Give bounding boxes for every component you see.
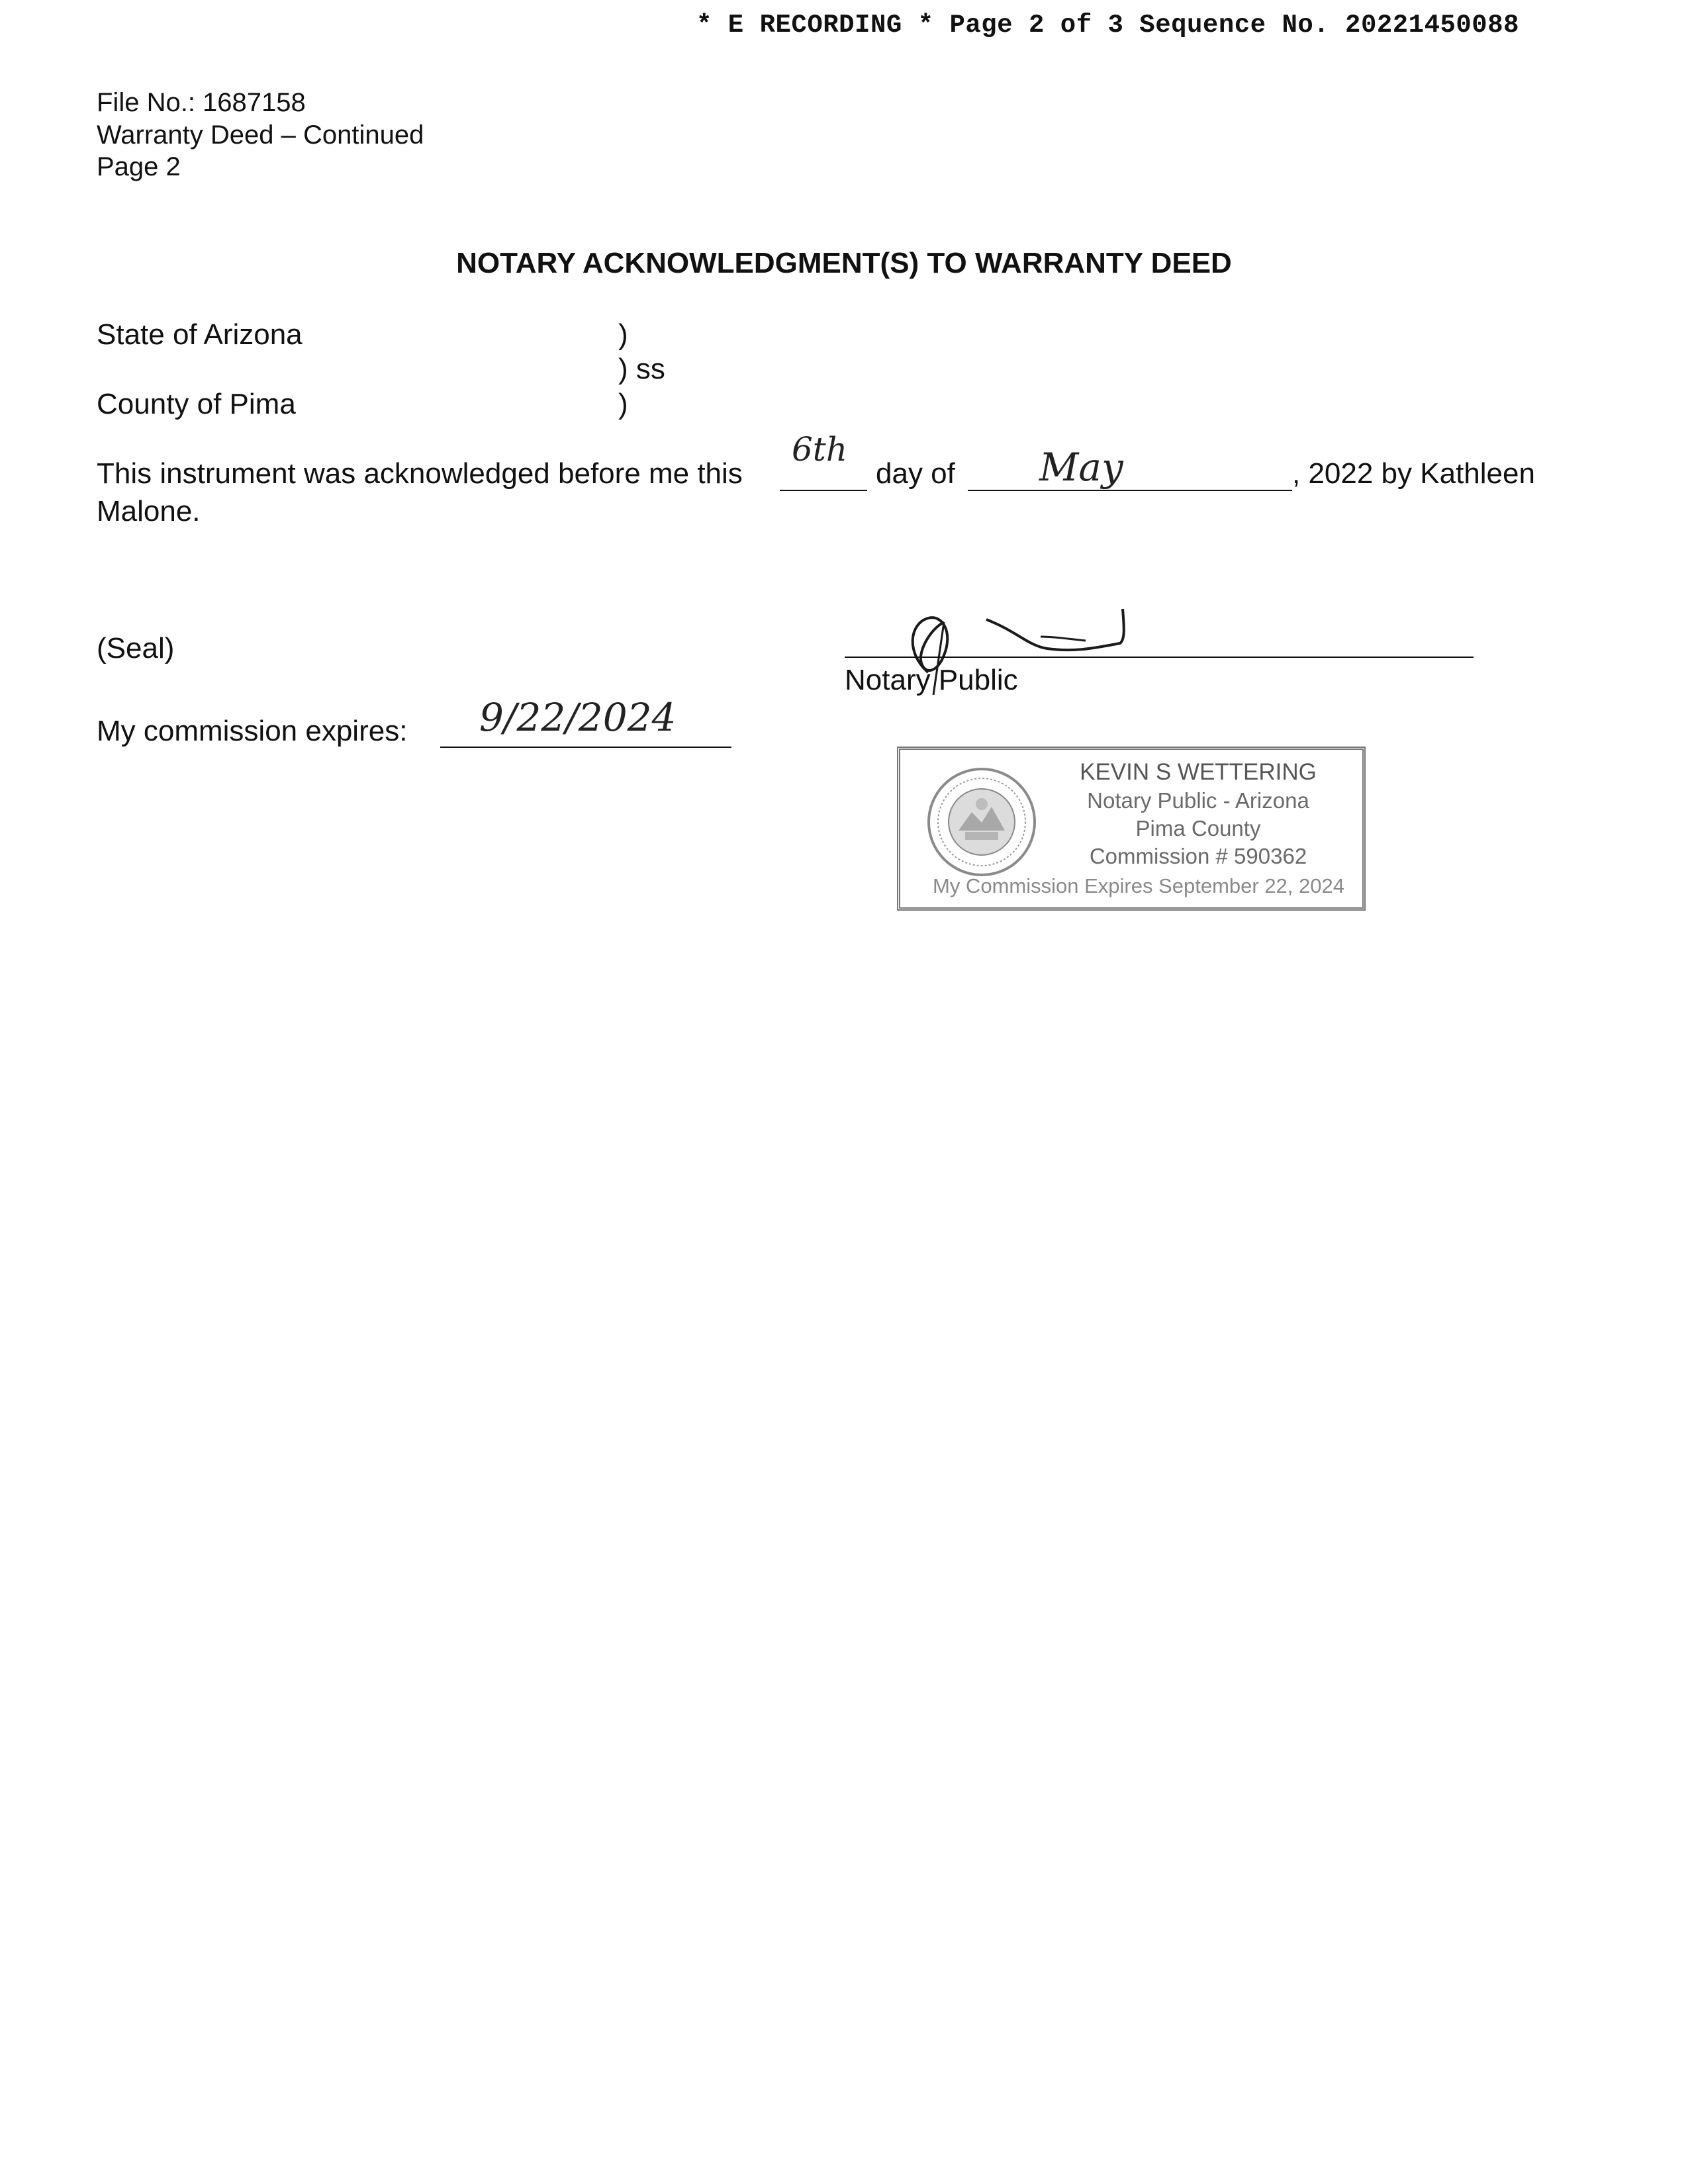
venue-ss: ) ss: [618, 353, 665, 385]
page-label: Page 2: [97, 152, 181, 181]
notary-public-label: Notary Public: [845, 664, 1018, 696]
acknowledgment-suffix: , 2022 by Kathleen: [1292, 457, 1535, 490]
arizona-state-seal-icon: [925, 766, 1038, 878]
handwritten-day: 6th: [792, 430, 848, 469]
day-blank-line: [780, 490, 867, 491]
document-title: NOTARY ACKNOWLEDGMENT(S) TO WARRANTY DEED: [456, 247, 1232, 279]
venue-paren-1: ): [618, 318, 628, 351]
stamp-notary-title: Notary Public - Arizona: [1087, 788, 1309, 813]
stamp-commission-expiry: My Commission Expires September 22, 2024: [933, 874, 1344, 897]
acknowledgment-name-line2: Malone.: [97, 495, 201, 527]
venue-state: State of Arizona: [97, 318, 303, 351]
deed-continued-label: Warranty Deed – Continued: [97, 120, 424, 150]
month-blank-line: [968, 490, 1292, 491]
seal-label: (Seal): [97, 632, 175, 664]
stamp-notary-name: KEVIN S WETTERING: [1080, 759, 1317, 785]
acknowledgment-prefix: This instrument was acknowledged before me this: [97, 457, 743, 490]
stamp-county: Pima County: [1135, 816, 1261, 841]
notary-signature-line: [845, 657, 1474, 658]
handwritten-month: May: [1039, 445, 1123, 490]
stamp-commission-number: Commission # 590362: [1089, 844, 1307, 868]
commission-expires-label: My commission expires:: [97, 715, 408, 747]
recording-header: * E RECORDING * Page 2 of 3 Sequence No. 20221450088: [696, 11, 1519, 40]
file-number: File No.: 1687158: [97, 88, 306, 117]
commission-date-line: [440, 747, 731, 748]
notary-stamp: [897, 747, 1366, 911]
acknowledgment-day-of: day of: [876, 457, 955, 490]
venue-paren-3: ): [618, 388, 628, 420]
handwritten-commission-date: 9/22/2024: [479, 695, 677, 740]
venue-county: County of Pima: [97, 388, 296, 420]
